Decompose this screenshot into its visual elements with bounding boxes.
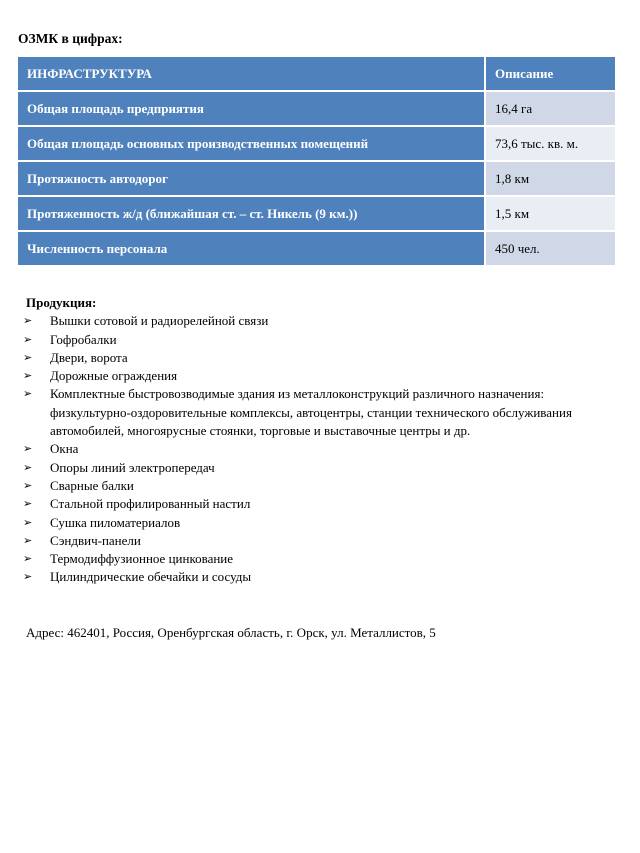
row-label: Общая площадь предприятия bbox=[17, 91, 485, 126]
products-section bbox=[23, 294, 586, 587]
company-address: Адрес: 462401, Россия, Оренбургская область, г. Орск, ул. Металлистов, 5 bbox=[26, 625, 436, 640]
arrow-bullet-icon: ➢ bbox=[23, 332, 33, 346]
list-item-text: Стальной профилированный настил bbox=[50, 496, 251, 512]
list-item bbox=[23, 312, 586, 330]
arrow-bullet-icon: ➢ bbox=[23, 515, 33, 529]
arrow-bullet-icon: ➢ bbox=[23, 533, 33, 547]
list-item-text: Сушка пиломатериалов bbox=[50, 514, 181, 530]
row-value: 450 чел. bbox=[485, 231, 616, 266]
list-item bbox=[23, 514, 586, 532]
arrow-bullet-icon: ➢ bbox=[23, 314, 33, 328]
list-item bbox=[23, 440, 586, 458]
list-item bbox=[23, 568, 586, 586]
table-row bbox=[17, 91, 616, 126]
arrow-bullet-icon: ➢ bbox=[23, 387, 33, 401]
row-value: 16,4 га bbox=[485, 91, 616, 126]
table-row bbox=[17, 196, 616, 231]
list-item bbox=[23, 349, 586, 367]
row-value: 73,6 тыс. кв. м. bbox=[485, 126, 616, 161]
list-item bbox=[23, 385, 586, 440]
arrow-bullet-icon: ➢ bbox=[23, 350, 33, 364]
products-list bbox=[23, 312, 586, 586]
list-item-text: Дорожные ограждения bbox=[50, 368, 178, 384]
arrow-bullet-icon: ➢ bbox=[23, 460, 33, 474]
table-row bbox=[17, 126, 616, 161]
list-item-text: Опоры линий электропередач bbox=[50, 459, 215, 475]
list-item bbox=[23, 550, 586, 568]
list-item-text: Термодиффузионное цинкование bbox=[50, 551, 234, 567]
table-header-row bbox=[17, 56, 616, 91]
arrow-bullet-icon: ➢ bbox=[23, 570, 33, 584]
list-item-text: Сварные балки bbox=[50, 477, 134, 493]
row-label: Протяженность ж/д (ближайшая ст. – ст. Никель (9 км.)) bbox=[17, 196, 485, 231]
arrow-bullet-icon: ➢ bbox=[23, 552, 33, 566]
list-item bbox=[23, 495, 586, 513]
list-item-text: Двери, ворота bbox=[50, 349, 128, 365]
table-row bbox=[17, 231, 616, 266]
row-value: 1,8 км bbox=[485, 161, 616, 196]
arrow-bullet-icon: ➢ bbox=[23, 478, 33, 492]
list-item-text: Цилиндрические обечайки и сосуды bbox=[50, 569, 252, 585]
row-value: 1,5 км bbox=[485, 196, 616, 231]
list-item bbox=[23, 532, 586, 550]
list-item-text: Гофробалки bbox=[50, 331, 117, 347]
row-label: Численность персонала bbox=[17, 231, 485, 266]
table-row bbox=[17, 161, 616, 196]
arrow-bullet-icon: ➢ bbox=[23, 369, 33, 383]
list-item bbox=[23, 477, 586, 495]
arrow-bullet-icon: ➢ bbox=[23, 497, 33, 511]
list-item bbox=[23, 459, 586, 477]
list-item bbox=[23, 331, 586, 349]
arrow-bullet-icon: ➢ bbox=[23, 442, 33, 456]
list-item-text: Вышки сотовой и радиорелейной связи bbox=[50, 313, 269, 329]
products-title: Продукция: bbox=[26, 295, 97, 310]
list-item-text: Сэндвич-панели bbox=[50, 532, 141, 548]
list-item bbox=[23, 367, 586, 385]
page-heading: ОЗМК в цифрах: bbox=[18, 31, 123, 46]
infrastructure-table bbox=[17, 56, 616, 266]
list-item-text: Комплектные быстровозводимые здания из металлоконструкций различного назначения: физкультурно-оздоровительные комплексы, автоцентры, станции технического обслуживания автомобилей, многоярусные стоянки, торговые и выставочные центры и др. bbox=[50, 386, 572, 439]
list-item-text: Окна bbox=[50, 441, 79, 457]
header-infrastructure: ИНФРАСТРУКТУРА bbox=[17, 56, 485, 91]
header-description: Описание bbox=[485, 56, 616, 91]
row-label: Протяжность автодорог bbox=[17, 161, 485, 196]
row-label: Общая площадь основных производственных помещений bbox=[17, 126, 485, 161]
